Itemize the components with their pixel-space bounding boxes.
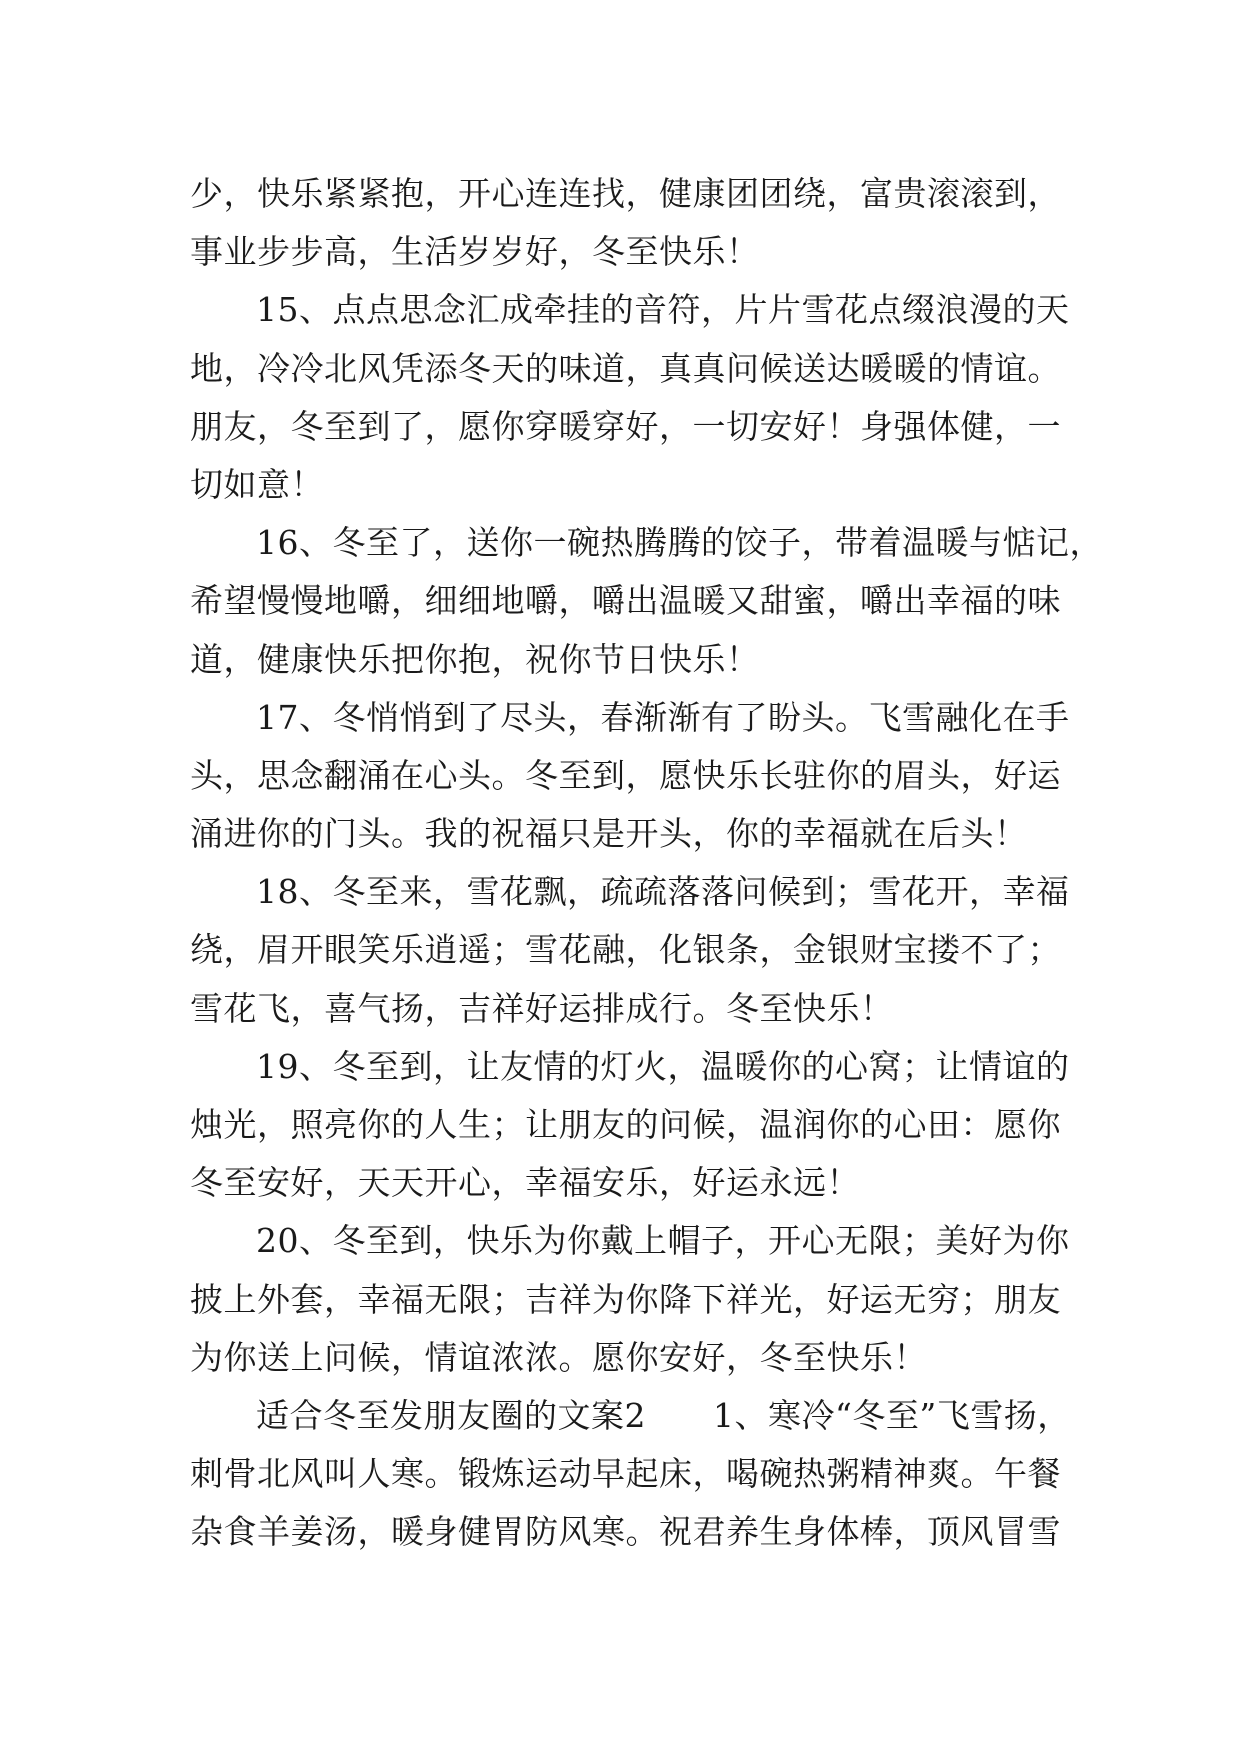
text-line-23: 刺骨北风叫人寒。锻炼运动早起床，喝碗热粥精神爽。午餐	[190, 1454, 1061, 1494]
text-line-22: 适合冬至发朋友圈的文案2 1、寒冷“冬至”飞雪扬，	[256, 1395, 1071, 1435]
text-line-11: 头，思念翻涌在心头。冬至到，愿快乐长驻你的眉头，好运	[190, 755, 1061, 795]
text-line-21: 为你送上问候，情谊浓浓。愿你安好，冬至快乐！	[190, 1337, 927, 1377]
text-line-1: 少，快乐紧紧抱，开心连连找，健康团团绕，富贵滚滚到，	[190, 174, 1061, 213]
text-line-13: 18、冬至来，雪花飘，疏疏落落问候到；雪花开，幸福	[256, 872, 1070, 912]
text-line-19: 20、冬至到，快乐为你戴上帽子，开心无限；美好为你	[256, 1221, 1070, 1261]
text-line-9: 道，健康快乐把你抱，祝你节日快乐！	[190, 639, 760, 679]
text-line-12: 涌进你的门头。我的祝福只是开头，你的幸福就在后头！	[190, 814, 1028, 854]
text-line-10: 17、冬悄悄到了尽头，春渐渐有了盼头。飞雪融化在手	[256, 697, 1070, 737]
text-line-8: 希望慢慢地嚼，细细地嚼，嚼出温暖又甜蜜，嚼出幸福的味	[190, 581, 1061, 621]
text-line-14: 绕，眉开眼笑乐逍遥；雪花融，化银条，金银财宝搂不了；	[190, 930, 1061, 970]
text-line-15: 雪花飞，喜气扬，吉祥好运排成行。冬至快乐！	[190, 988, 894, 1028]
text-line-24: 杂食羊姜汤，暖身健胃防风寒。祝君养生身体棒，顶风冒雪	[190, 1512, 1061, 1552]
text-line-18: 冬至安好，天天开心，幸福安乐，好运永远！	[190, 1163, 860, 1203]
text-line-5: 朋友，冬至到了，愿你穿暖穿好，一切安好！身强体健，一	[190, 406, 1061, 446]
text-line-7: 16、冬至了，送你一碗热腾腾的饺子，带着温暖与惦记，	[256, 523, 1103, 563]
text-line-20: 披上外套，幸福无限；吉祥为你降下祥光，好运无穷；朋友	[190, 1279, 1061, 1319]
text-line-6: 切如意！	[190, 464, 324, 504]
document-body	[190, 165, 1103, 1562]
text-line-16: 19、冬至到，让友情的灯火，温暖你的心窝；让情谊的	[256, 1046, 1070, 1086]
text-line-4: 地，冷冷北风凭添冬天的味道，真真问候送达暖暖的情谊。	[190, 348, 1061, 388]
text-line-2: 事业步步高，生活岁岁好，冬至快乐！	[190, 232, 760, 272]
text-line-3: 15、点点思念汇成牵挂的音符，片片雪花点缀浪漫的天	[256, 290, 1070, 330]
text-line-17: 烛光，照亮你的人生；让朋友的问候，温润你的心田：愿你	[190, 1105, 1061, 1144]
